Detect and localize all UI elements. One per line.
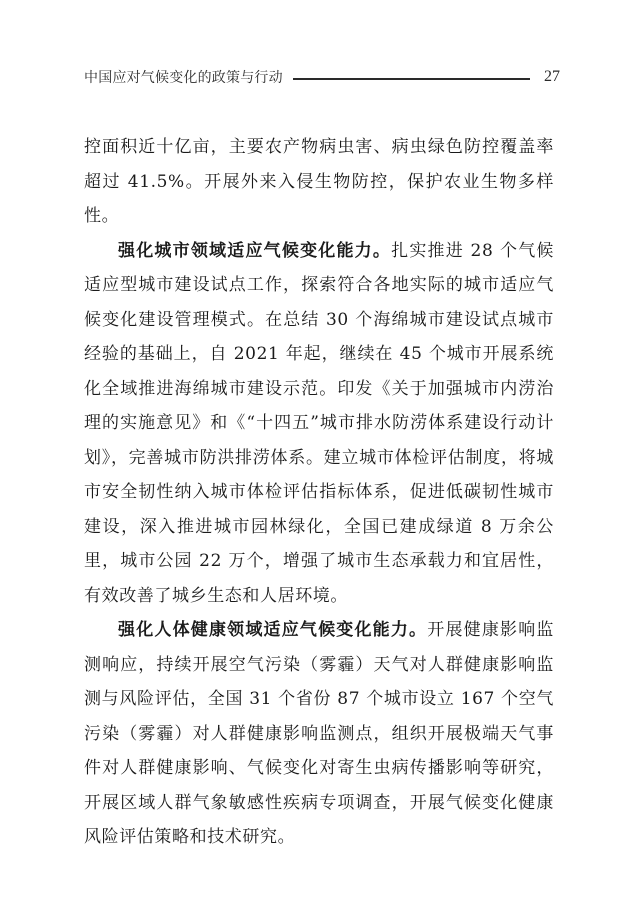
paragraph-health-adaptation (84, 613, 554, 855)
paragraph-text: 扎实推进 28 个气候适应型城市建设试点工作，探索符合各地实际的城市适应气候变化建设管理模式。在总结 30 个海绵城市建设试点城市经验的基础上，自 2021 年起，继续在 45 个城市开展系统化全域推进海绵城市建设示范。印发《关于加强城市内涝治理的实施意见》和《“十四五”城市排水防涝体系建设行动计划》，完善城市防洪排涝体系。建立城市体检评估制度，将城市安全韧性纳入城市体检评估指标体系，促进低碳韧性城市建设，深入推进城市园林绿化，全国已建成绿道 8 万余公里，城市公园 22 万个，增强了城市生态承载力和宜居性，有效改善了城乡生态和人居环境。 (84, 240, 555, 606)
paragraph-heading: 强化城市领域适应气候变化能力。 (118, 240, 392, 261)
running-header (84, 66, 560, 88)
paragraph-heading: 强化人体健康领域适应气候变化能力。 (118, 620, 428, 640)
paragraph-text: 开展健康影响监测响应，持续开展空气污染（雾霾）天气对人群健康影响监测与风险评估，全国 31 个省份 87 个城市设立 167 个空气污染（雾霾）对人群健康影响监测点，组织开展极端天气事件对人群健康影响、气候变化对寄生虫病传播影响等研究，开展区域人群气象敏感性疾病专项调查，开展气候变化健康风险评估策略和技术研究。 (84, 620, 554, 847)
page-body (84, 130, 554, 855)
paragraph-text: 控面积近十亿亩，主要农产物病虫害、病虫绿色防控覆盖率超过 41.5%。开展外来入侵生物防控，保护农业生物多样性。 (84, 137, 554, 226)
header-divider (293, 78, 530, 80)
paragraph-urban-adaptation (84, 234, 554, 614)
running-header-title: 中国应对气候变化的政策与行动 (84, 70, 283, 86)
page-number: 27 (544, 68, 560, 85)
paragraph-continued (84, 130, 554, 234)
